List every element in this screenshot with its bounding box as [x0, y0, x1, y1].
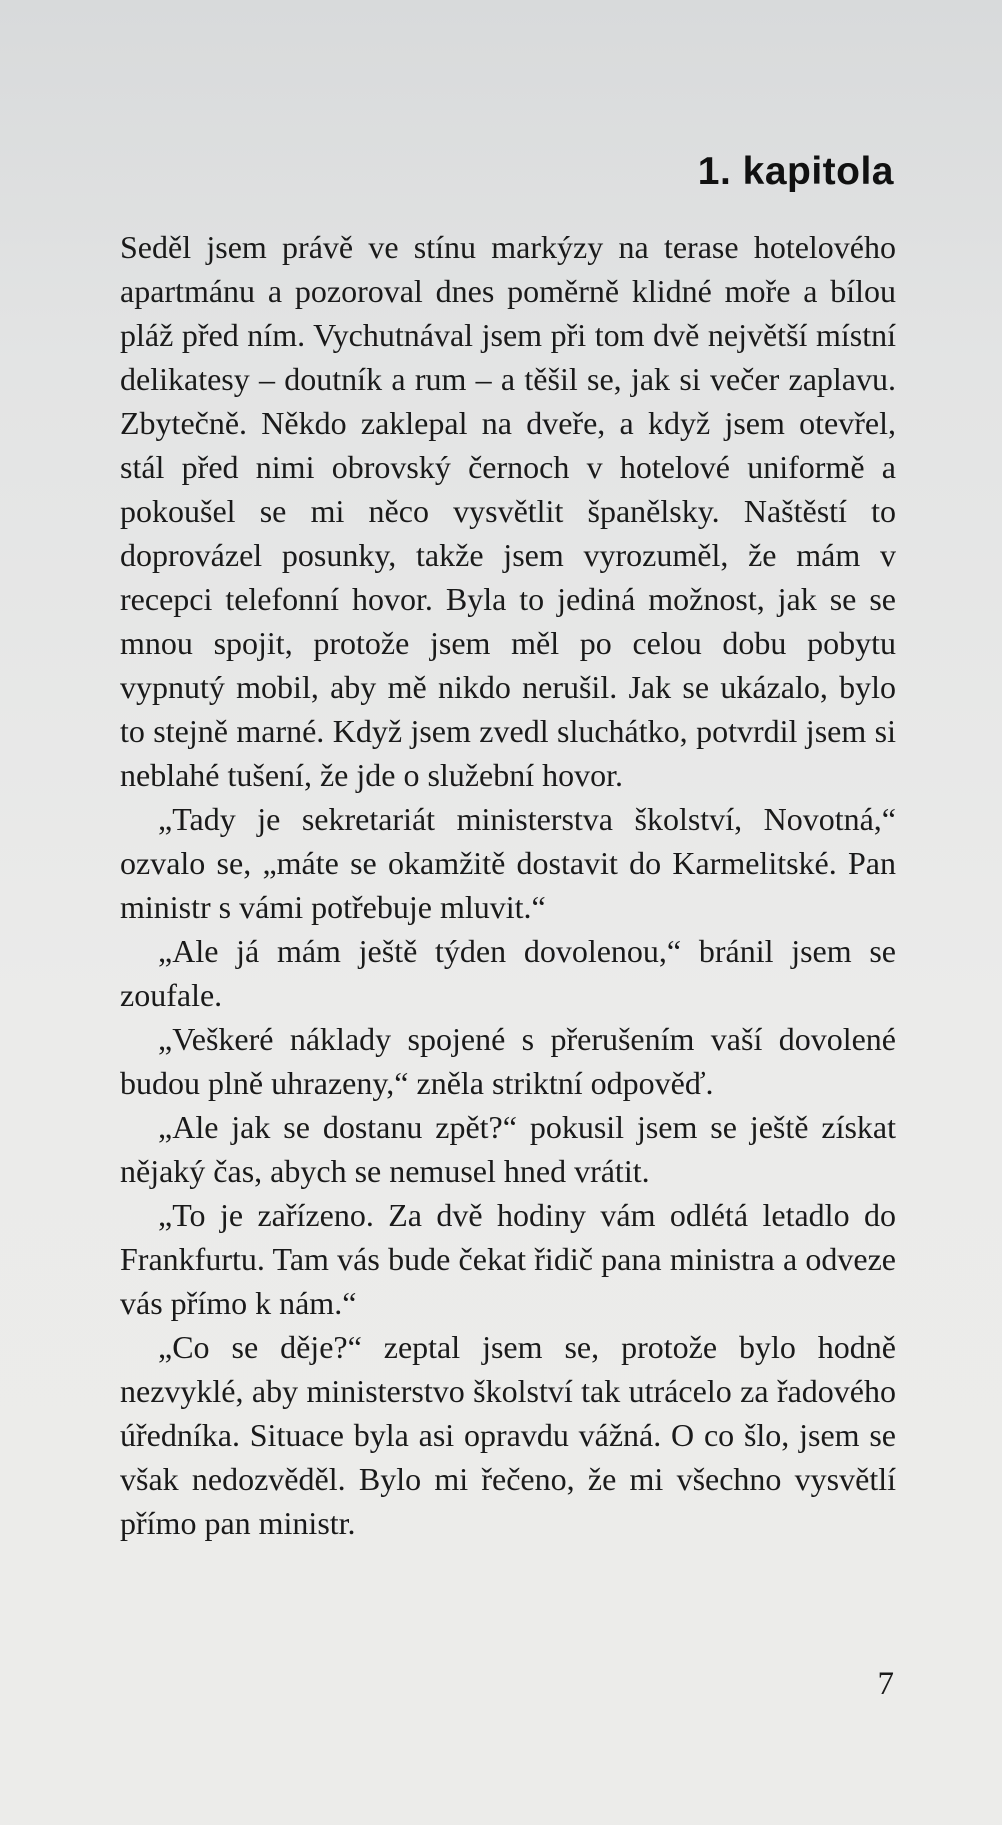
paragraph-5: „Ale jak se dostanu zpět?“ pokusil jsem se ještě získat nějaký čas, abych se nemusel hned vrátit.	[120, 1109, 896, 1189]
paragraph-3: „Ale já mám ještě týden dovolenou,“ bránil jsem se zoufale.	[120, 933, 896, 1013]
paragraph-6: „To je zařízeno. Za dvě hodiny vám odlétá letadlo do Frankfurtu. Tam vás bude čekat řidič pana ministra a odveze vás přímo k nám.“	[120, 1197, 896, 1321]
paragraph-1: Seděl jsem právě ve stínu markýzy na terase hotelového apartmánu a pozoroval dnes poměrně klidné moře a bílou pláž před ním. Vychutnával jsem při tom dvě největší místní delikatesy – doutník a rum – a těšil se, jak si večer zaplavu. Zbytečně. Někdo zaklepal na dveře, a když jsem otevřel, stál před nimi obrovský černoch v hotelové uniformě a pokoušel se mi něco vysvětlit španělsky. Naštěstí to doprovázel posunky, takže jsem vyrozuměl, že mám v recepci telefonní hovor. Byla to jediná možnost, jak se se mnou spojit, protože jsem měl po celou dobu pobytu vypnutý mobil, aby mě nikdo nerušil. Jak se ukázalo, bylo to stejně marné. Když jsem zvedl sluchátko, potvrdil jsem si neblahé tušení, že jde o služební hovor.	[120, 229, 896, 793]
page-number: 7	[877, 1666, 894, 1702]
chapter-body	[120, 225, 896, 1545]
chapter-title: 1. kapitola	[697, 150, 894, 193]
paragraph-4: „Veškeré náklady spojené s přerušením vaší dovolené budou plně uhrazeny,“ zněla striktní odpověď.	[120, 1021, 896, 1101]
paragraph-7: „Co se děje?“ zeptal jsem se, protože bylo hodně nezvyklé, aby ministerstvo školství tak utrácelo za řadového úředníka. Situace byla asi opravdu vážná. O co šlo, jsem se však nedozvěděl. Bylo mi řečeno, že mi všechno vysvětlí přímo pan ministr.	[120, 1329, 896, 1541]
paragraph-2: „Tady je sekretariát ministerstva školství, Novotná,“ ozvalo se, „máte se okamžitě dostavit do Karmelitské. Pan ministr s vámi potřebuje mluvit.“	[120, 801, 896, 925]
